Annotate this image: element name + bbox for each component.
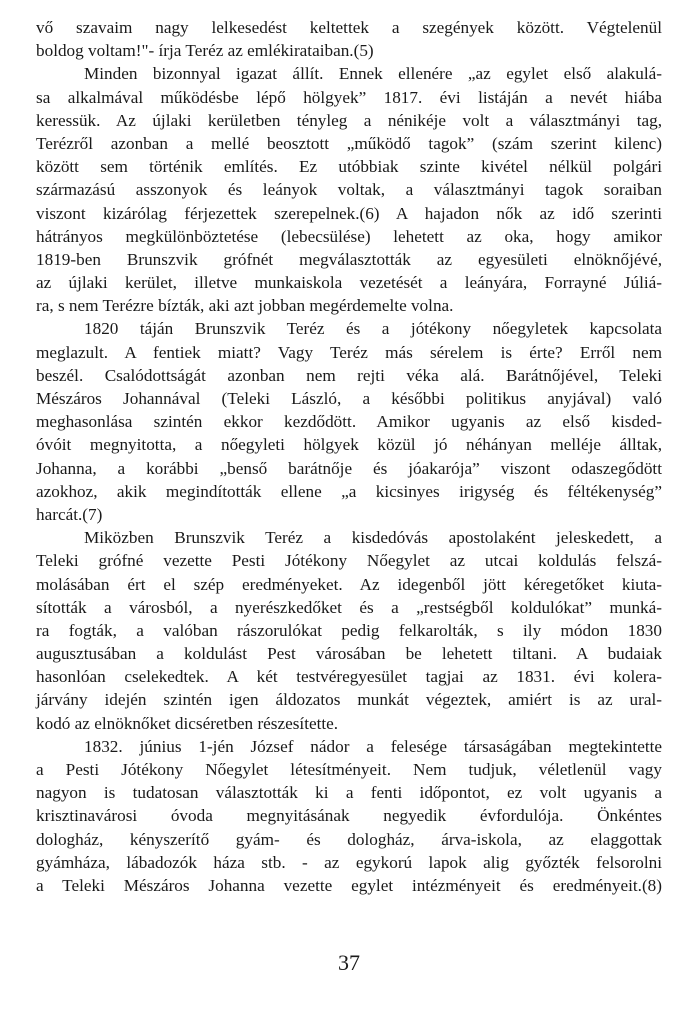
text-line: hasonlóan cselekedtek. A két testvéregyesület tagjai az 1831. évi kolera- <box>36 667 662 687</box>
text-line: molásában ért el szép eredményeket. Az idegenből jött kéregetőket kiuta- <box>36 574 662 594</box>
text-line: krisztinavárosi óvoda megnyitásának negyedik évfordulója. Önkéntes <box>36 806 662 826</box>
text-line: Minden bizonnyal igazat állít. Ennek ellenére „az egylet első alakulá- <box>84 64 662 84</box>
page-body <box>36 16 662 897</box>
text-line: keressük. Az újlaki kerületben tényleg a nénikéje volt a választmányi tag, <box>36 110 662 130</box>
text-line: 1820 táján Brunszvik Teréz és a jótékony nőegyletek kapcsolata <box>84 319 662 339</box>
text-line: 1832. június 1-jén József nádor a felesége társaságában megtekintette <box>84 736 662 756</box>
text-line: az újlaki kerület, illetve munkaiskola vezetését a leányára, Forrayné Júliá- <box>36 273 662 293</box>
text-line: a Teleki Mészáros Johanna vezette egylet intézményeit és eredményeit.(8) <box>36 875 662 895</box>
text-line: Mészáros Johannával (Teleki László, a későbbi politikus anyjával) való <box>36 389 662 408</box>
text-line: gyámháza, lábadozók háza stb. - az egykorú lapok alig győzték felsorolni <box>36 852 662 872</box>
text-line: azokhoz, akik megindították ellene „a kicsinyes irigység és féltékenység” <box>36 481 662 501</box>
text-line: Teleki grófné vezette Pesti Jótékony Nőegylet az utcai koldulás felszá- <box>36 551 662 571</box>
text-line: sa alkalmával működésbe lépő hölgyek” 1817. évi listáján a nevét hiába <box>36 87 662 107</box>
text-line: meglazult. A fentiek miatt? Vagy Teréz más sérelem is érte? Erről nem <box>36 342 662 362</box>
text-line: nagyon is tudatosan választották ki a fenti időpontot, ez volt ugyanis a <box>36 783 662 803</box>
text-line: kodó az elnöknőket dicséretben részesítette. <box>36 713 339 733</box>
text-line: dologház, kényszerítő gyám- és dologház, árva-iskola, az elaggottak <box>36 829 662 849</box>
text-line: Miközben Brunszvik Teréz a kisdedóvás apostolaként jeleskedett, a <box>84 528 662 548</box>
text-line: Johanna, a korábbi „benső barátnője és jóakarója” viszont odaszegődött <box>36 458 662 478</box>
text-line: vő szavaim nagy lelkesedést keltettek a szegények között. Végtelenül <box>36 18 662 37</box>
text-line: ra fogták, a valóban rászorulókat pedig felkarolták, s ily módon 1830 <box>36 620 662 640</box>
text-line: sították a városból, a nyerészkedőket és a „restségből koldulókat” munká- <box>36 597 662 617</box>
text-line: 1819-ben Brunszvik grófnét megválasztották az egyesületi elnöknőjévé, <box>36 249 662 269</box>
text-line: viszont kizárólag férjezettek szerepelnek.(6) A hajadon nők az idő szerinti <box>36 203 662 223</box>
text-line: beszél. Csalódottságát azonban nem rejti véka alá. Barátnőjével, Teleki <box>36 365 662 385</box>
text-line: között sem történik említés. Ez utóbbiak szinte kivétel nélkül polgári <box>36 157 662 177</box>
text-line: óvóit megnyitotta, a nőegyleti hölgyek közül jó néhányan melléje álltak, <box>36 435 662 455</box>
text-line: Terézről azonban a mellé beosztott „működő tagok” (szám szerint kilenc) <box>36 133 662 153</box>
text-line: augusztusában a koldulást Pest városában be lehetett tiltani. A budaiak <box>36 644 662 664</box>
text-line: hátrányos megkülönböztetése (lebecsülése) lehetett az oka, hogy amikor <box>36 226 662 246</box>
text-line: ra, s nem Terézre bízták, aki azt jobban megérdemelte volna. <box>36 296 454 316</box>
text-line: boldog voltam!"- írja Teréz az emlékirataiban.(5) <box>36 41 374 61</box>
text-line: meghasonlása szintén ekkor kezdődött. Amikor ugyanis az első kisded- <box>36 412 662 432</box>
text-line: származású asszonyok és leányok voltak, a választmányi tagok soraiban <box>36 180 662 200</box>
page-number: 37 <box>338 950 360 975</box>
text-line: harcát.(7) <box>36 504 103 524</box>
text-line: járvány idején szintén igen áldozatos munkát végeztek, amiért is az ural- <box>36 690 662 710</box>
text-line: a Pesti Jótékony Nőegylet létesítményeit. Nem tudjuk, véletlenül vagy <box>36 760 662 779</box>
